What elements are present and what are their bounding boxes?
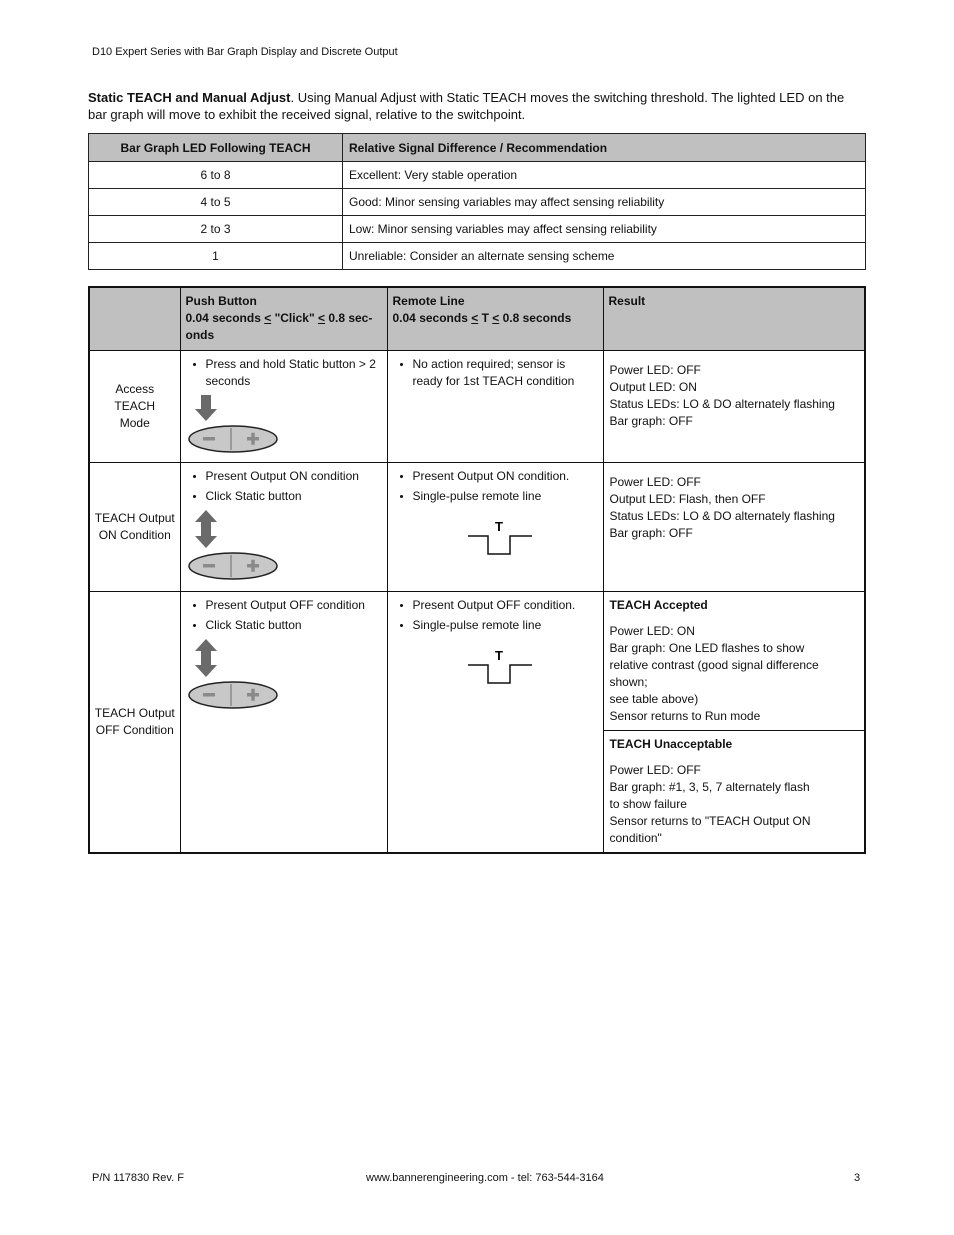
intro-text: . Using Manual Adjust with Static TEACH moves the switching threshold. The lighted LED on the bar graph will move to exhibit the received signal, relative to the switchpoint. bbox=[88, 90, 845, 122]
result-line: see table above) bbox=[609, 692, 699, 706]
result-line: Sensor returns to Run mode bbox=[609, 709, 761, 723]
pulse-label: T bbox=[494, 648, 503, 663]
table-row bbox=[89, 592, 865, 731]
bar-graph-table bbox=[88, 133, 866, 270]
result-line: Bar graph: #1, 3, 5, 7 alternately flash bbox=[609, 780, 810, 794]
minus-plus-button-icon bbox=[187, 423, 287, 463]
result-line: relative contrast (good signal difference shown; bbox=[609, 658, 819, 689]
result-heading: TEACH Accepted bbox=[609, 598, 708, 612]
result-line: Sensor returns to "TEACH Output ON condition" bbox=[609, 814, 811, 845]
row-label-line: OFF Condition bbox=[95, 723, 174, 737]
col-header-led: Bar Graph LED Following TEACH bbox=[89, 134, 343, 162]
col-header-remote-line bbox=[387, 287, 603, 351]
up-down-arrow-icon bbox=[187, 637, 287, 679]
minus-plus-button-icon bbox=[187, 550, 287, 582]
push-button-graphic bbox=[187, 637, 381, 711]
row-label bbox=[89, 592, 180, 854]
intro-heading: Static TEACH and Manual Adjust bbox=[88, 90, 291, 105]
push-button-graphic bbox=[187, 393, 381, 451]
push-timing-c: 0.8 sec- bbox=[324, 311, 373, 325]
remote-line-cell bbox=[387, 463, 603, 592]
table-row bbox=[89, 162, 866, 189]
intro-paragraph bbox=[88, 89, 866, 123]
result-line: Output LED: ON bbox=[609, 380, 697, 394]
result-cell bbox=[603, 463, 865, 592]
table-row bbox=[89, 243, 866, 270]
row-label-line: Mode bbox=[119, 416, 150, 430]
push-timing-b: "Click" bbox=[271, 311, 318, 325]
remote-timing-b: T bbox=[478, 311, 493, 325]
result-line: Output LED: Flash, then OFF bbox=[609, 492, 766, 506]
footer-part-number: P/N 117830 Rev. F bbox=[92, 1172, 184, 1184]
push-timing-a: 0.04 seconds bbox=[185, 311, 265, 325]
table-cell: 4 to 5 bbox=[89, 189, 343, 216]
table-row bbox=[89, 216, 866, 243]
result-line: Bar graph: OFF bbox=[609, 414, 693, 428]
table-header-row bbox=[89, 287, 865, 351]
result-heading: TEACH Unacceptable bbox=[609, 737, 733, 751]
list-item: • Present Output ON condition bbox=[206, 468, 381, 485]
push-button-graphic bbox=[187, 508, 381, 582]
list-item: • Press and hold Static button > 2 seconds bbox=[206, 356, 381, 390]
result-line: Power LED: OFF bbox=[609, 363, 701, 377]
list-item: • Present Output OFF condition bbox=[206, 597, 381, 614]
result-cell bbox=[603, 351, 865, 463]
result-line: Power LED: OFF bbox=[609, 763, 701, 777]
push-title: Push Button bbox=[185, 294, 257, 308]
list-item: • Single-pulse remote line bbox=[413, 488, 597, 505]
result-line: to show failure bbox=[609, 797, 687, 811]
remote-line-cell bbox=[387, 351, 603, 463]
table-cell: Good: Minor sensing variables may affect sensing reliability bbox=[343, 189, 866, 216]
list-item: • No action required; sensor is ready for 1st TEACH condition bbox=[413, 356, 597, 390]
table-row bbox=[89, 189, 866, 216]
row-label-line: TEACH Output bbox=[94, 511, 175, 525]
le-symbol: < bbox=[471, 311, 479, 325]
push-button-cell bbox=[180, 463, 387, 592]
row-label-line: TEACH Output bbox=[94, 706, 175, 720]
remote-timing-a: 0.04 seconds bbox=[392, 311, 472, 325]
table-cell: 2 to 3 bbox=[89, 216, 343, 243]
le-symbol: < bbox=[492, 311, 500, 325]
col-header-push-button bbox=[180, 287, 387, 351]
push-button-cell bbox=[180, 592, 387, 854]
table-row bbox=[89, 463, 865, 592]
pulse-waveform-icon bbox=[466, 517, 536, 557]
push-button-cell bbox=[180, 351, 387, 463]
remote-title: Remote Line bbox=[392, 294, 465, 308]
list-item: • Present Output ON condition. bbox=[413, 468, 597, 485]
row-label bbox=[89, 463, 180, 592]
document-header: D10 Expert Series with Bar Graph Display and Discrete Output bbox=[92, 46, 398, 58]
col-header-signal: Relative Signal Difference / Recommendation bbox=[343, 134, 866, 162]
table-cell: 1 bbox=[89, 243, 343, 270]
pulse-label: T bbox=[494, 519, 503, 534]
result-line: Bar graph: OFF bbox=[609, 526, 693, 540]
table-cell: 6 to 8 bbox=[89, 162, 343, 189]
table-header-row bbox=[89, 134, 866, 162]
remote-line-cell bbox=[387, 592, 603, 854]
list-item: • Present Output OFF condition. bbox=[413, 597, 597, 614]
push-timing-d: onds bbox=[185, 328, 215, 342]
row-label-line: Access TEACH bbox=[114, 382, 156, 413]
pulse-waveform-icon bbox=[466, 646, 536, 686]
result-line: Power LED: OFF bbox=[609, 475, 701, 489]
result-line: Power LED: ON bbox=[609, 624, 695, 638]
result-line: Status LEDs: LO & DO alternately flashing bbox=[609, 509, 835, 523]
minus-plus-button-icon bbox=[187, 679, 287, 711]
table-cell: Excellent: Very stable operation bbox=[343, 162, 866, 189]
row-label bbox=[89, 351, 180, 463]
table-cell: Unreliable: Consider an alternate sensing scheme bbox=[343, 243, 866, 270]
row-label-line: ON Condition bbox=[98, 528, 171, 542]
le-symbol: < bbox=[317, 311, 325, 325]
le-symbol: < bbox=[264, 311, 272, 325]
empty-header bbox=[89, 287, 180, 351]
result-unacceptable-cell bbox=[603, 731, 865, 854]
list-item: • Click Static button bbox=[206, 488, 381, 505]
footer-website: www.bannerengineering.com - tel: 763-544-3164 bbox=[366, 1172, 604, 1184]
table-row bbox=[89, 351, 865, 463]
footer-page-number: 3 bbox=[854, 1172, 861, 1184]
list-item: • Single-pulse remote line bbox=[413, 617, 597, 634]
result-line: Status LEDs: LO & DO alternately flashing bbox=[609, 397, 835, 411]
teach-procedure-table bbox=[88, 286, 866, 854]
remote-timing-c: 0.8 seconds bbox=[499, 311, 572, 325]
result-line: Bar graph: One LED flashes to show bbox=[609, 641, 805, 655]
list-item: • Click Static button bbox=[206, 617, 381, 634]
table-cell: Low: Minor sensing variables may affect sensing reliability bbox=[343, 216, 866, 243]
result-accepted-cell bbox=[603, 592, 865, 731]
col-header-result: Result bbox=[603, 287, 865, 351]
up-down-arrow-icon bbox=[187, 508, 287, 550]
